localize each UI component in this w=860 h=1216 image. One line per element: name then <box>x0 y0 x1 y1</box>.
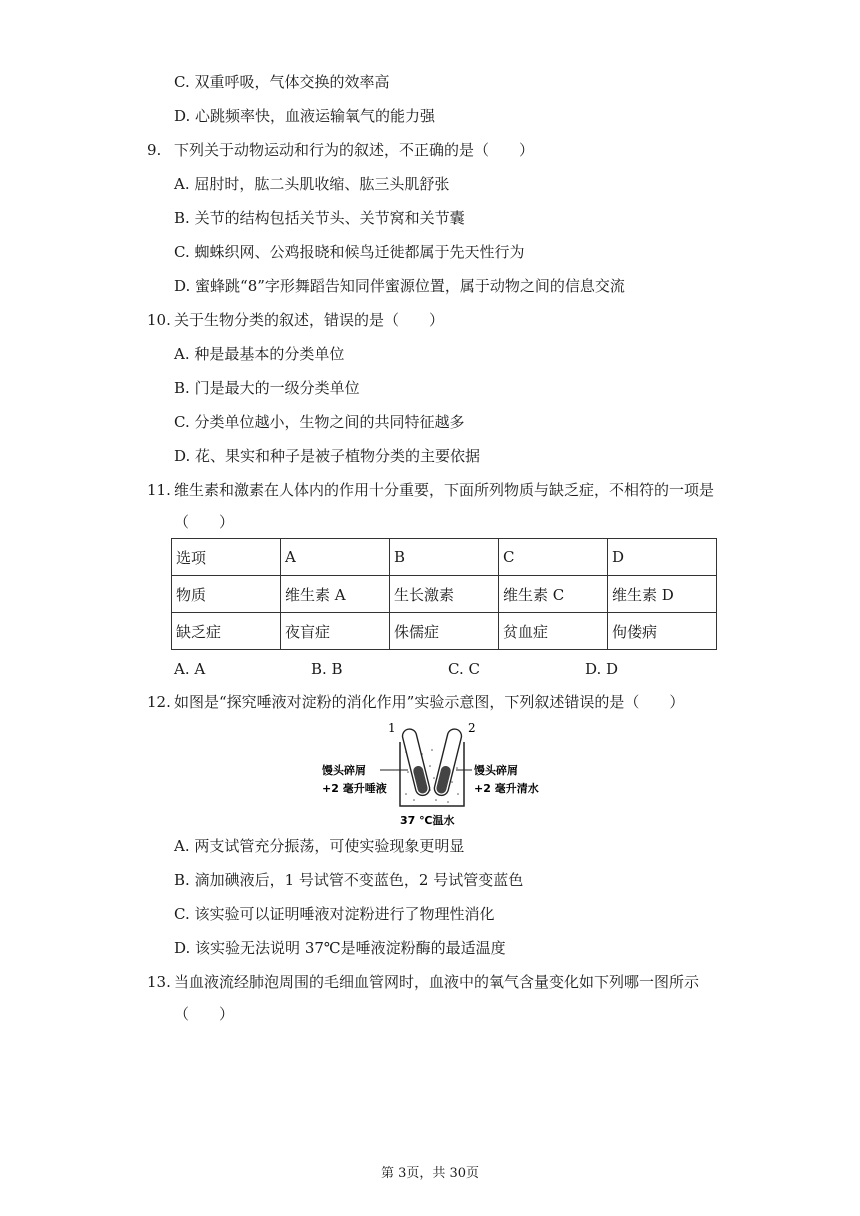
option-text: 关节的结构包括关节头、关节窝和关节囊 <box>194 209 465 227</box>
option-letter: A. <box>174 837 190 855</box>
option-text: 该实验可以证明唾液对淀粉进行了物理性消化 <box>194 905 495 923</box>
experiment-figure <box>318 720 548 832</box>
question-number: 10. <box>147 311 171 329</box>
q9-option-c <box>174 242 525 262</box>
question-text: 如图是“探究唾液对淀粉的消化作用”实验示意图，下列叙述错误的是（ ） <box>174 693 685 711</box>
q12-option-c <box>174 904 495 924</box>
option-letter: A. <box>174 345 190 363</box>
table-row <box>172 613 717 650</box>
table-cell: 维生素 D <box>608 576 717 613</box>
table-cell: 缺乏症 <box>172 613 281 650</box>
question-text: 关于生物分类的叙述，错误的是（ ） <box>174 311 445 329</box>
q9-option-a <box>174 174 449 194</box>
option-text: 分类单位越小，生物之间的共同特征越多 <box>194 413 465 431</box>
option-letter: D. <box>174 447 191 465</box>
table-cell: 生长激素 <box>390 576 499 613</box>
table-cell: C <box>499 539 608 576</box>
option-text: 花、果实和种子是被子植物分类的主要依据 <box>195 447 481 465</box>
question-number: 11. <box>147 481 171 499</box>
option-text: 该实验无法说明 37℃是唾液淀粉酶的最适温度 <box>195 939 506 957</box>
q13-blank: （ ） <box>174 1005 235 1023</box>
q12-option-a <box>174 836 464 856</box>
q11-answer-b: B. B <box>311 660 343 678</box>
table-cell: A <box>281 539 390 576</box>
q9-option-d <box>174 276 625 296</box>
option-letter: C. <box>174 243 190 261</box>
option-letter: D. <box>174 277 191 295</box>
table-cell: 维生素 A <box>281 576 390 613</box>
question-text: 维生素和激素在人体内的作用十分重要，下面所列物质与缺乏症，不相符的一项是 <box>174 481 715 499</box>
option-letter: B. <box>174 209 190 227</box>
q10-option-c <box>174 412 465 432</box>
question-number: 13. <box>147 973 171 991</box>
tube-1-label: 1 <box>388 721 396 735</box>
table-cell: 贫血症 <box>499 613 608 650</box>
option-letter: B. <box>174 379 190 397</box>
option-text: 蜜蜂跳“8”字形舞蹈告知同伴蜜源位置，属于动物之间的信息交流 <box>195 277 625 295</box>
page-footer: 第 3页，共 30页 <box>380 1166 480 1181</box>
q12-option-b <box>174 870 523 890</box>
option-letter: D. <box>174 939 191 957</box>
q10-option-d <box>174 446 480 466</box>
option-letter: B. <box>174 871 190 889</box>
option-text: 屈肘时，肱二头肌收缩、肱三头肌舒张 <box>194 175 450 193</box>
q8-option-c <box>174 72 390 92</box>
option-text: 滴加碘液后，1 号试管不变蓝色，2 号试管变蓝色 <box>194 871 524 889</box>
q10-option-a <box>174 344 344 364</box>
table-cell: 物质 <box>172 576 281 613</box>
q9-option-b <box>174 208 465 228</box>
option-letter: C. <box>174 73 190 91</box>
option-text: 两支试管充分振荡，可使实验现象更明显 <box>194 837 465 855</box>
question-number: 12. <box>147 693 171 711</box>
q11-blank: （ ） <box>174 513 235 531</box>
table-cell: 夜盲症 <box>281 613 390 650</box>
q10-option-b <box>174 378 360 398</box>
option-letter: C. <box>174 413 190 431</box>
question-text: 下列关于动物运动和行为的叙述，不正确的是（ ） <box>174 141 535 159</box>
q11-answer-c: C. C <box>448 660 480 678</box>
question-number: 9. <box>147 141 162 159</box>
option-text: 双重呼吸，气体交换的效率高 <box>194 73 390 91</box>
table-cell: B <box>390 539 499 576</box>
table-cell: D <box>608 539 717 576</box>
option-letter: D. <box>174 107 191 125</box>
option-text: 心跳频率快，血液运输氧气的能力强 <box>195 107 436 125</box>
option-text: 蜘蛛织网、公鸡报晓和候鸟迁徙都属于先天性行为 <box>194 243 525 261</box>
table-cell: 佝偻病 <box>608 613 717 650</box>
q11-answer-d: D. D <box>585 660 619 678</box>
right-label-2: +2 毫升清水 <box>474 782 539 795</box>
table-row <box>172 539 717 576</box>
table-row <box>172 576 717 613</box>
left-label-2: +2 毫升唾液 <box>322 782 387 795</box>
q8-option-d <box>174 106 435 126</box>
question-text: 当血液流经肺泡周围的毛细血管网时，血液中的氧气含量变化如下列哪一图所示 <box>174 973 700 991</box>
tube-2-label: 2 <box>468 721 476 735</box>
table-cell: 侏儒症 <box>390 613 499 650</box>
bottom-label: 37 ℃温水 <box>400 814 455 827</box>
table-cell: 选项 <box>172 539 281 576</box>
option-text: 门是最大的一级分类单位 <box>194 379 360 397</box>
table-cell: 维生素 C <box>499 576 608 613</box>
option-text: 种是最基本的分类单位 <box>194 345 345 363</box>
q11-table <box>171 538 717 650</box>
q12-option-d <box>174 938 506 958</box>
right-label-1: 馒头碎屑 <box>474 764 518 777</box>
left-label-1: 馒头碎屑 <box>322 764 366 777</box>
q11-answer-a: A. A <box>174 660 206 678</box>
option-letter: C. <box>174 905 190 923</box>
option-letter: A. <box>174 175 190 193</box>
